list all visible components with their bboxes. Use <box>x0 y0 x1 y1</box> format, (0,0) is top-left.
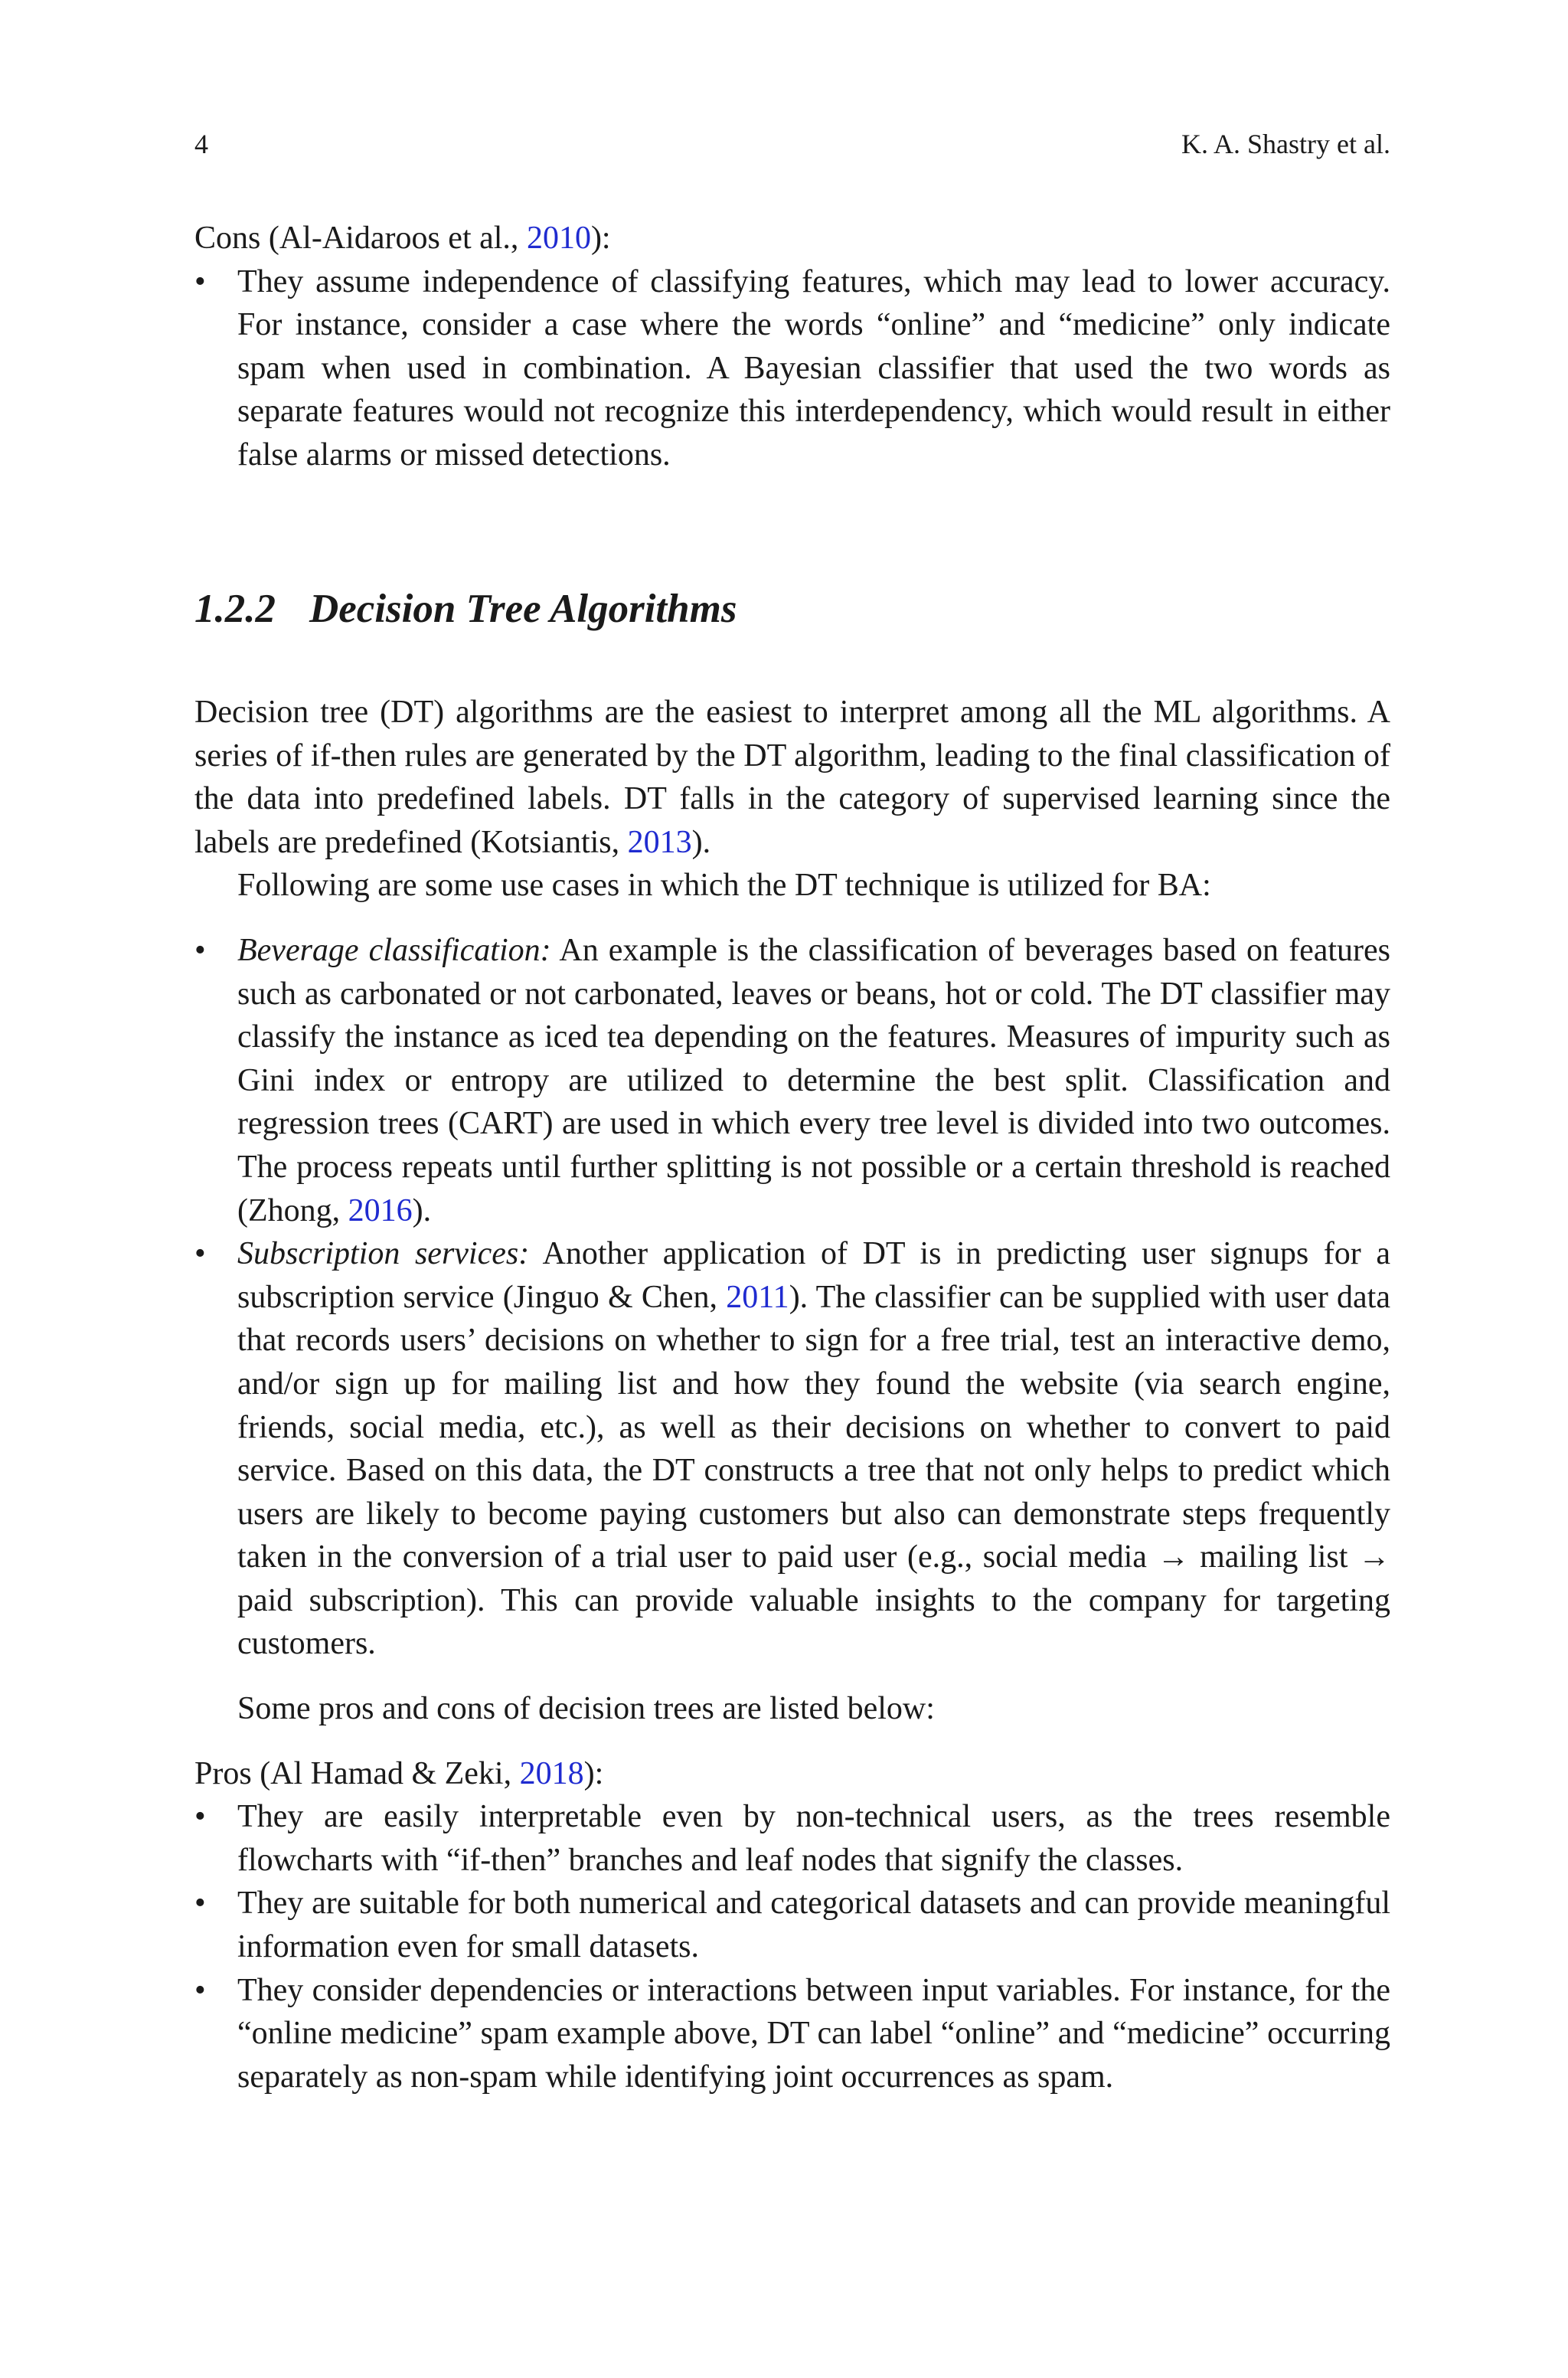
bullet-icon: • <box>194 1236 206 1272</box>
intro-paragraph <box>194 691 1390 864</box>
bullet-icon: • <box>194 1972 206 2008</box>
list-item <box>194 1795 1390 1882</box>
cons-item-text: They assume independence of classifying features, which may lead to lower accuracy. For instance, consider a case where the words “online” and “medicine” only indicate spam when used in combination. A Bayesian classifier that used the two words as separate features would not recognize this interdependency, which would result in either false alarms or missed detections. <box>237 263 1390 473</box>
section-body <box>194 691 1390 2098</box>
pros-title <box>194 1752 1390 1796</box>
citation-link-2011[interactable]: 2011 <box>726 1279 789 1315</box>
cons-title-text: Cons (Al-Aidaroos et al., <box>194 221 527 256</box>
citation-link-2013[interactable]: 2013 <box>627 824 692 860</box>
list-item <box>194 929 1390 1232</box>
bullet-icon: • <box>194 1799 206 1835</box>
beverage-label: Beverage classification: <box>237 932 551 968</box>
page-number: 4 <box>194 129 208 159</box>
bullet-icon: • <box>194 263 206 299</box>
list-item <box>194 1882 1390 1968</box>
use-cases-lead: Following are some use cases in which the DT technique is utilized for BA: <box>237 868 1211 904</box>
cons-title <box>194 217 1390 260</box>
citation-link-2018[interactable]: 2018 <box>519 1755 584 1791</box>
pros-cons-intro: Some pros and cons of decision trees are listed below: <box>237 1691 935 1727</box>
use-cases-list <box>194 929 1390 1666</box>
cons-title-suffix: ): <box>590 221 611 256</box>
pros-title-text: Pros (Al Hamad & Zeki, <box>194 1755 520 1791</box>
section-title: Decision Tree Algorithms <box>309 587 737 631</box>
pros-item-text: They are easily interpretable even by non-technical users, as the trees resemble flowcharts with “if-then” branches and leaf nodes that signify the classes. <box>237 1799 1390 1878</box>
subscription-text-continued: ). The classifier can be supplied with user data that records users’ decisions on whether to sign for a free trial, test an interactive demo, and/or sign up for mailing list and how they found the website (via search engine, friends, social media, etc.), as well as their decisions on whether to convert to paid service. Based on this data, the DT constructs a tree that not only helps to predict which users are likely to become paying customers but also can demonstrate steps frequently taken in the conversion of a trial user to paid user (e.g., social media → mailing list → paid subscription). This can provide valuable insights to the company for targeting customers. <box>237 1279 1390 1662</box>
section-heading <box>194 586 737 632</box>
section-number: 1.2.2 <box>194 587 276 631</box>
pros-title-suffix: ): <box>583 1755 604 1791</box>
list-item <box>194 1969 1390 2099</box>
citation-link-2016[interactable]: 2016 <box>348 1192 413 1228</box>
list-item <box>194 260 1390 477</box>
cons-block <box>194 217 1390 477</box>
subscription-label: Subscription services: <box>237 1236 530 1272</box>
cons-list <box>194 260 1390 477</box>
pros-item-text: They are suitable for both numerical and categorical datasets and can provide meaningful information even for small datasets. <box>237 1886 1390 1965</box>
pros-list <box>194 1795 1390 2098</box>
subscription-text: Another application of DT is in predicting user signups for a subscription service (Jinguo & Chen, <box>237 1236 1391 1315</box>
beverage-end: ). <box>412 1192 432 1228</box>
running-header-authors: K. A. Shastry et al. <box>1181 129 1390 159</box>
intro-text: Decision tree (DT) algorithms are the easiest to interpret among all the ML algorithms. A series of if-then rules are generated by the DT algorithm, leading to the final classification of the data into predefined labels. DT falls in the category of supervised learning since the labels are predefined (Kotsiantis, <box>194 695 1390 860</box>
pros-item-text: They consider dependencies or interactions between input variables. For instance, for the “online medicine” spam example above, DT can label “online” and “medicine” occurring separately as non-spam while identifying joint occurrences as spam. <box>237 1972 1390 2095</box>
list-item <box>194 1232 1390 1666</box>
bullet-icon: • <box>194 1886 206 1922</box>
citation-link-2010[interactable]: 2010 <box>526 221 591 256</box>
bullet-icon: • <box>194 932 206 968</box>
intro-end: ). <box>691 824 711 860</box>
beverage-text: An example is the classification of beverages based on features such as carbonated or not carbonated, leaves or beans, hot or cold. The DT classifier may classify the instance as iced tea depending on the features. Measures of impurity such as Gini index or entropy are utilized to determine the best split. Classification and regression trees (CART) are used in which every tree level is divided into two outcomes. The process repeats until further splitting is not possible or a certain threshold is reached (Zhong, <box>237 932 1390 1228</box>
